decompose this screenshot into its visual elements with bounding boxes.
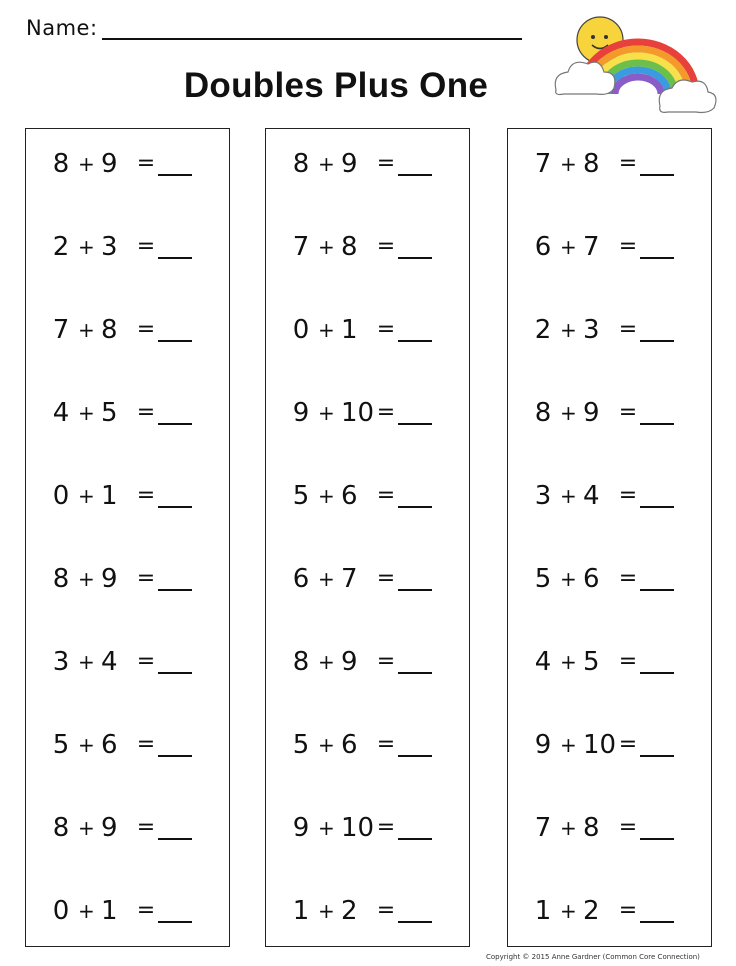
answer-blank[interactable] xyxy=(158,174,192,176)
problem-row: 2 + 3 = xyxy=(26,227,229,267)
problem-row: 9 + 10 = xyxy=(266,393,469,433)
problem-row: 8 + 9 = xyxy=(266,144,469,184)
answer-blank[interactable] xyxy=(158,921,192,923)
problem-row: 9 + 10 = xyxy=(266,808,469,848)
answer-blank[interactable] xyxy=(640,755,674,757)
answer-blank[interactable] xyxy=(640,340,674,342)
problem-row: 7 + 8 = xyxy=(26,310,229,350)
name-label: Name: xyxy=(26,16,98,40)
answer-blank[interactable] xyxy=(158,257,192,259)
problem-row: 6 + 7 = xyxy=(266,559,469,599)
problem-row: 3 + 4 = xyxy=(26,642,229,682)
answer-blank[interactable] xyxy=(640,838,674,840)
problem-row: 5 + 6 = xyxy=(266,725,469,765)
answer-blank[interactable] xyxy=(398,921,432,923)
answer-blank[interactable] xyxy=(398,672,432,674)
answer-blank[interactable] xyxy=(158,672,192,674)
problem-row: 1 + 2 = xyxy=(508,891,711,931)
answer-blank[interactable] xyxy=(398,838,432,840)
answer-blank[interactable] xyxy=(158,589,192,591)
copyright-notice: Copyright © 2015 Anne Gardner (Common Core Connection) xyxy=(486,953,700,961)
answer-blank[interactable] xyxy=(640,506,674,508)
answer-blank[interactable] xyxy=(158,755,192,757)
rainbow-sun-clouds-icon xyxy=(548,8,720,120)
problem-row: 0 + 1 = xyxy=(26,891,229,931)
problem-row: 0 + 1 = xyxy=(26,476,229,516)
problem-row: 7 + 8 = xyxy=(508,808,711,848)
problem-row: 8 + 9 = xyxy=(266,642,469,682)
problem-row: 9 + 10 = xyxy=(508,725,711,765)
answer-blank[interactable] xyxy=(640,672,674,674)
problem-row: 4 + 5 = xyxy=(508,642,711,682)
answer-blank[interactable] xyxy=(398,340,432,342)
problem-row: 7 + 8 = xyxy=(266,227,469,267)
problem-row: 5 + 6 = xyxy=(26,725,229,765)
name-row xyxy=(26,14,526,44)
answer-blank[interactable] xyxy=(398,589,432,591)
problem-column-3 xyxy=(507,128,712,947)
answer-blank[interactable] xyxy=(158,838,192,840)
problem-row: 8 + 9 = xyxy=(26,559,229,599)
problem-row: 2 + 3 = xyxy=(508,310,711,350)
problem-row: 3 + 4 = xyxy=(508,476,711,516)
problem-row: 8 + 9 = xyxy=(508,393,711,433)
problem-row: 8 + 9 = xyxy=(26,808,229,848)
answer-blank[interactable] xyxy=(640,921,674,923)
answer-blank[interactable] xyxy=(398,174,432,176)
problem-row: 4 + 5 = xyxy=(26,393,229,433)
problem-row: 6 + 7 = xyxy=(508,227,711,267)
answer-blank[interactable] xyxy=(640,423,674,425)
worksheet-title: Doubles Plus One xyxy=(183,66,489,105)
answer-blank[interactable] xyxy=(158,506,192,508)
problem-row: 7 + 8 = xyxy=(508,144,711,184)
problem-column-2 xyxy=(265,128,470,947)
answer-blank[interactable] xyxy=(640,589,674,591)
problem-row: 5 + 6 = xyxy=(508,559,711,599)
answer-blank[interactable] xyxy=(640,257,674,259)
answer-blank[interactable] xyxy=(398,506,432,508)
name-write-line[interactable] xyxy=(102,38,522,40)
problem-column-1 xyxy=(25,128,230,947)
problem-row: 1 + 2 = xyxy=(266,891,469,931)
answer-blank[interactable] xyxy=(398,755,432,757)
answer-blank[interactable] xyxy=(398,257,432,259)
answer-blank[interactable] xyxy=(158,340,192,342)
problem-row: 8 + 9 = xyxy=(26,144,229,184)
problem-row: 5 + 6 = xyxy=(266,476,469,516)
answer-blank[interactable] xyxy=(398,423,432,425)
answer-blank[interactable] xyxy=(640,174,674,176)
answer-blank[interactable] xyxy=(158,423,192,425)
problem-row: 0 + 1 = xyxy=(266,310,469,350)
